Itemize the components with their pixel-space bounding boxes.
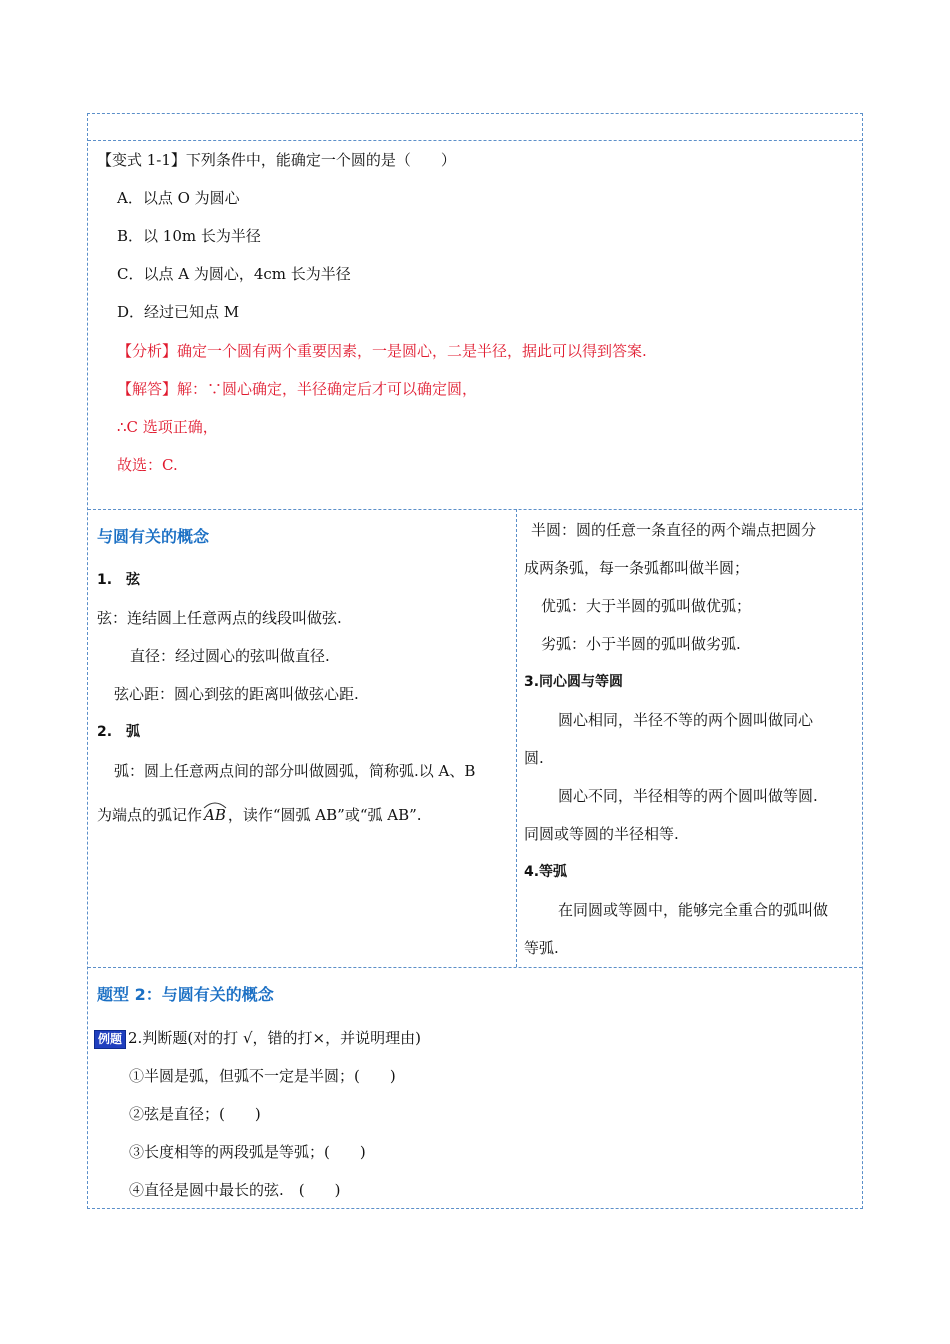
divider-column	[516, 509, 517, 967]
choice-text: 故选：C.	[117, 456, 178, 474]
analysis-text: 【分析】确定一个圆有两个重要因素，一是圆心，二是半径，据此可以得到答案.	[117, 342, 647, 360]
concentric-definition-2: 圆.	[524, 749, 544, 767]
heading-arc: 2. 弧	[97, 724, 141, 740]
equal-circle-definition: 圆心不同，半径相等的两个圆叫做等圆.	[558, 787, 818, 805]
heading-concentric: 3.同心圆与等圆	[524, 674, 624, 690]
minor-arc-definition: 劣弧：小于半圆的弧叫做劣弧.	[541, 635, 741, 653]
arc-overline-icon	[202, 799, 228, 809]
option-a: A．以点 O 为圆心	[117, 189, 240, 207]
divider-middle	[88, 509, 862, 510]
example-question-text: 2.判断题(对的打 √，错的打×，并说明理由)	[128, 1029, 421, 1047]
example-question	[94, 1028, 421, 1049]
heading-equal-arc: 4.等弧	[524, 864, 568, 880]
divider-bottom	[88, 967, 862, 968]
judge-item-3: ③长度相等的两段弧是等弧；( )	[129, 1143, 366, 1161]
concepts-title: 与圆有关的概念	[97, 527, 210, 546]
arc-definition: 弧：圆上任意两点间的部分叫做圆弧，简称弧.以 A、B	[114, 762, 476, 780]
variant-question: 【变式 1-1】下列条件中，能确定一个圆的是（ ）	[97, 151, 456, 169]
equal-arc-definition-2: 等弧.	[524, 939, 559, 957]
equal-radius-note: 同圆或等圆的半径相等.	[524, 825, 679, 843]
option-c: C．以点 A 为圆心，4cm 长为半径	[117, 265, 351, 283]
chord-definition: 弦：连结圆上任意两点的线段叫做弦.	[97, 609, 342, 627]
judge-item-4: ④直径是圆中最长的弦. ( )	[129, 1181, 341, 1199]
option-d: D．经过已知点 M	[117, 303, 240, 321]
arc-ab-symbol	[202, 805, 228, 825]
judge-item-1: ①半圆是弧，但弧不一定是半圆；( )	[129, 1067, 396, 1085]
heading-chord: 1. 弦	[97, 572, 141, 588]
diameter-definition: 直径：经过圆心的弦叫做直径.	[130, 647, 330, 665]
semicircle-definition-1: 半圆：圆的任意一条直径的两个端点把圆分	[531, 521, 817, 539]
major-arc-definition: 优弧：大于半圆的弧叫做优弧；	[541, 597, 752, 615]
therefore-text: ∴C 选项正确，	[117, 418, 218, 436]
concentric-definition-1: 圆心相同，半径不等的两个圆叫做同心	[558, 711, 814, 729]
semicircle-definition-2: 成两条弧，每一条弧都叫做半圆；	[524, 559, 750, 577]
arc-notation-suffix: ，读作“圆弧 AB”或“弧 AB”.	[227, 806, 422, 824]
divider-top	[88, 140, 862, 141]
type2-title: 题型 2：与圆有关的概念	[97, 985, 274, 1004]
arc-notation-line	[97, 805, 422, 825]
option-b: B．以 10m 长为半径	[117, 227, 261, 245]
judge-item-2: ②弦是直径；( )	[129, 1105, 261, 1123]
equal-arc-definition-1: 在同圆或等圆中，能够完全重合的弧叫做	[558, 901, 829, 919]
answer-text: 【解答】解：∵圆心确定，半径确定后才可以确定圆，	[117, 380, 478, 398]
arc-ab-label: AB	[204, 806, 226, 824]
chord-distance-definition: 弦心距：圆心到弦的距离叫做弦心距.	[114, 685, 359, 703]
arc-notation-prefix: 为端点的弧记作	[97, 806, 203, 824]
example-badge: 例题	[94, 1030, 126, 1049]
